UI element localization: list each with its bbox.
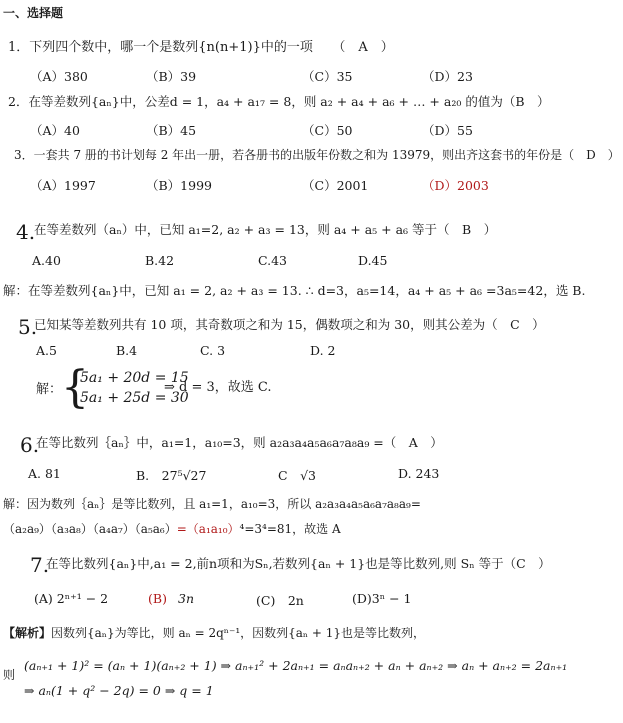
q6-option-a: A. 81	[28, 466, 61, 481]
q4-number: 4.	[16, 220, 36, 244]
q6-option-d: D. 243	[398, 466, 440, 481]
q4-option-b: B.42	[145, 253, 175, 268]
q1-stem: 1．下列四个数中，哪一个是数列{n(n+1)}中的一项 （ A ）	[8, 40, 394, 55]
q2-option-d: （D）55	[422, 123, 473, 138]
q7-analysis-text: 因数列{aₙ}为等比，则 aₙ = 2qⁿ⁻¹，因数列{aₙ + 1}也是等比数列，	[51, 626, 426, 640]
q5-equation-1: 5a₁ + 20d = 15	[80, 370, 189, 386]
q7-option-d: (D)3ⁿ − 1	[352, 591, 412, 606]
q1-option-a: （A）380	[30, 69, 88, 84]
q6-stem: 在等比数列｛aₙ｝中，a₁=1，a₁₀=3，则 a₂a₃a₄a₅a₆a₇a₈a₉ =（ A ）	[36, 435, 443, 450]
q1-option-b: （B）39	[146, 69, 197, 84]
q6-option-c: C √3	[278, 468, 316, 483]
q2-option-a: （A）40	[30, 123, 80, 138]
q4-option-d: D.45	[358, 253, 388, 268]
q5-stem: 已知某等差数列共有 10 项，其奇数项之和为 15，偶数项之和为 30，则其公差为（ C ）	[34, 317, 545, 332]
q4-stem: 在等差数列（aₙ）中，已知 a₁=2, a₂ + a₃ = 13，则 a₄ + a₅ + a₆ 等于（ B ）	[34, 222, 497, 237]
q1-option-c: （C）35	[302, 69, 353, 84]
q7-option-c: (C) 2n	[256, 593, 304, 608]
q5-solution-label: 解：	[36, 382, 63, 397]
q2-option-b: （B）45	[146, 123, 197, 138]
left-brace: {	[61, 362, 89, 413]
q6-option-b: B. 27⁵√27	[136, 468, 207, 483]
q5-conclusion: ⇒ d = 3，故选 C.	[164, 380, 272, 395]
q5-option-c: C. 3	[200, 343, 226, 358]
q6-number: 6.	[20, 433, 40, 457]
q5-equation-2: 5a₁ + 25d = 30	[80, 390, 189, 406]
q7-equation-2: ⇒ aₙ(1 + q² − 2q) = 0 ⇒ q = 1	[24, 683, 214, 698]
q7-option-b-label: (B)	[148, 591, 167, 606]
q7-stem: 在等比数列{aₙ}中,a₁ = 2,前n项和为Sₙ,若数列{aₙ + 1}也是等比数列,则 Sₙ 等于（C ）	[46, 556, 551, 571]
q6-solution-products: （a₂a₉）（a₃a₈）（a₄a₇）（a₅a₆）	[3, 522, 177, 536]
q3-stem: 3．一套共 7 册的书计划每 2 年出一册，若各册书的出版年份数之和为 13979，则出齐这套书的年份是（ D ）	[14, 148, 620, 162]
q3-option-c: （C）2001	[302, 178, 369, 193]
q5-option-b: B.4	[116, 343, 138, 358]
q4-option-a: A.40	[32, 253, 61, 268]
section-title: 一、选择题	[3, 6, 64, 20]
q4-solution: 解：在等差数列{aₙ}中，已知 a₁ = 2, a₂ + a₃ = 13. ∴ d=3，a₅=14，a₄ + a₅ + a₆ =3a₅=42，选 B.	[3, 283, 586, 298]
q6-solution-highlight: =（a₁a₁₀）	[176, 522, 240, 536]
q2-option-c: （C）50	[302, 123, 353, 138]
q7-equation-1: (aₙ₊₁ + 1)² = (aₙ + 1)(aₙ₊₂ + 1) ⇒ aₙ₊₁² + 2aₙ₊₁ = aₙaₙ₊₂ + aₙ + aₙ₊₂ ⇒ aₙ + aₙ₊₂ = 2aₙ₊₁	[24, 658, 568, 673]
q7-option-b-value: 3n	[178, 591, 195, 606]
q3-option-b: （B）1999	[146, 178, 212, 193]
q3-option-d: （D）2003	[422, 178, 489, 193]
q5-option-a: A.5	[36, 343, 57, 358]
q4-option-c: C.43	[258, 253, 287, 268]
q5-number: 5.	[18, 315, 38, 339]
q6-solution-line-1: 解：因为数列｛aₙ｝是等比数列，且 a₁=1，a₁₀=3，所以 a₂a₃a₄a₅a₆a₇a₈a₉=	[3, 497, 421, 511]
q1-option-d: （D）23	[422, 69, 473, 84]
q6-solution-result: ⁴=3⁴=81，故选 A	[239, 522, 341, 536]
q5-option-d: D. 2	[310, 343, 336, 358]
q7-analysis-label: 【解析】	[3, 626, 52, 640]
q7-number: 7.	[30, 553, 50, 577]
q7-analysis	[3, 626, 425, 640]
q7-then: 则	[3, 668, 16, 682]
q2-stem: 2．在等差数列{aₙ}中，公差d = 1，a₄ + a₁₇ = 8，则 a₂ + a₄ + a₆ + … + a₂₀ 的值为（B ）	[8, 94, 550, 109]
q3-option-a: （A）1997	[30, 178, 96, 193]
q7-option-a: (A) 2ⁿ⁺¹ − 2	[34, 591, 109, 606]
q6-solution-line-2	[3, 522, 341, 536]
